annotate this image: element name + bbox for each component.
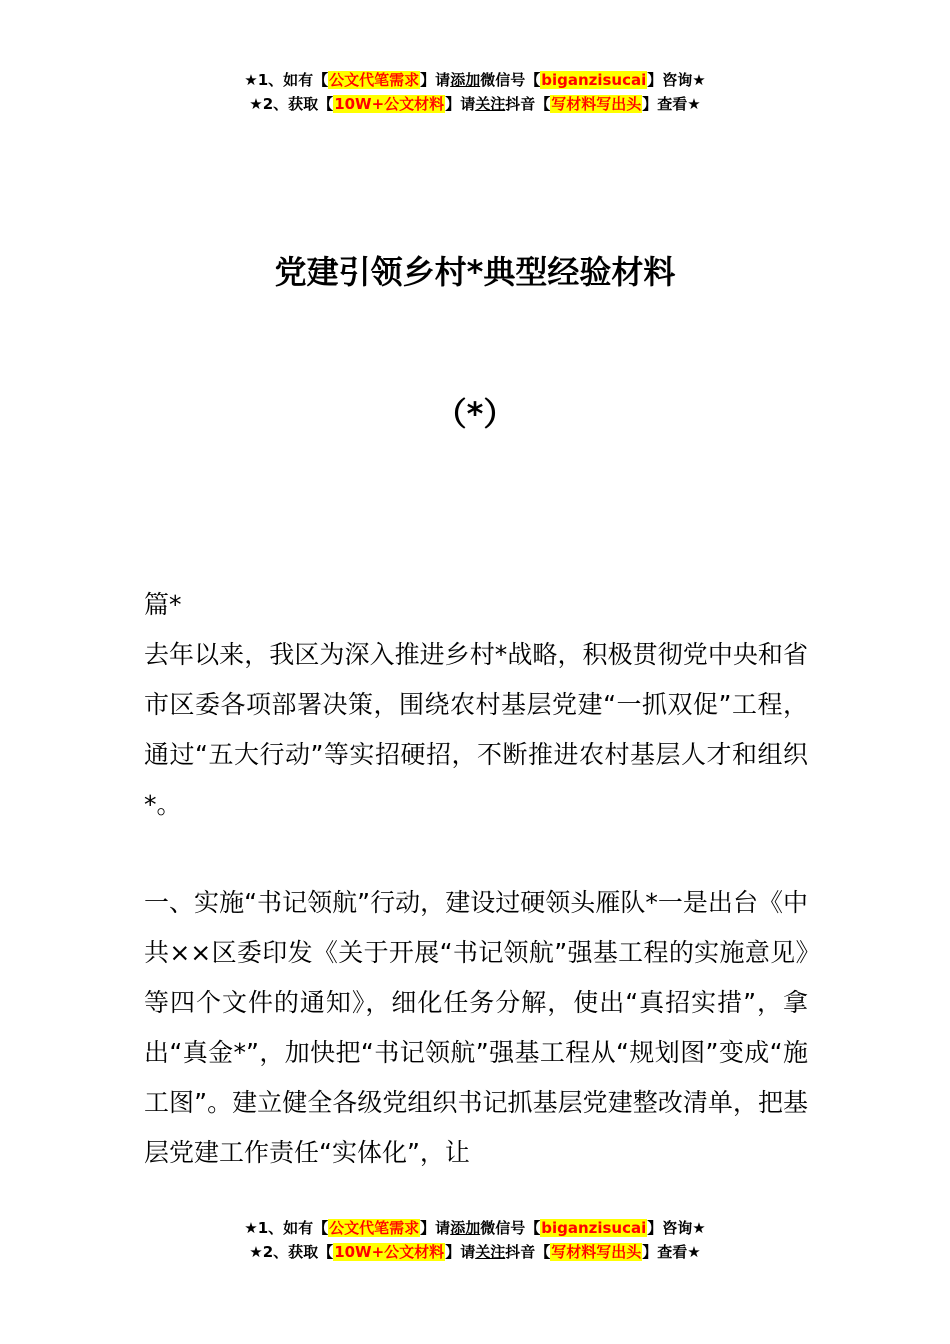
promo-text: ★2、获取【 — [249, 1243, 334, 1261]
promo-text: 】请 — [445, 1243, 476, 1261]
promo-text: ★1、如有【 — [244, 1219, 329, 1237]
promo-banner-top — [0, 68, 950, 116]
document-body — [144, 580, 808, 1178]
promo-banner-bottom — [0, 1216, 950, 1264]
promo-text: 】请 — [420, 71, 451, 89]
promo-text: 微信号【 — [480, 1219, 541, 1237]
promo-highlight: 公文代笔需求 — [329, 71, 420, 89]
document-subtitle: （*） — [434, 395, 516, 433]
promo-highlight: 写材料写出头 — [551, 95, 642, 113]
paragraph: 去年以来，我区为深入推进乡村*战略，积极贯彻党中央和省市区委各项部署决策，围绕农村基层党建“一抓双促”工程，通过“五大行动”等实招硬招，不断推进农村基层人才和组织*。 — [144, 640, 808, 819]
promo-highlight: biganzisucai — [541, 1219, 647, 1237]
promo-text: ★1、如有【 — [244, 71, 329, 89]
promo-text: 】请 — [420, 1219, 451, 1237]
promo-highlight: 10W+公文材料 — [334, 95, 445, 113]
promo-line-2 — [0, 92, 950, 116]
document-title: 党建引领乡村*典型经验材料 — [274, 253, 676, 291]
promo-text: ★2、获取【 — [249, 95, 334, 113]
section-label: 篇* — [144, 590, 182, 619]
paragraph-spacer — [144, 830, 808, 878]
promo-text: 】查看★ — [642, 95, 701, 113]
promo-highlight: biganzisucai — [541, 71, 647, 89]
promo-underline: 添加 — [450, 71, 481, 89]
promo-line-1 — [0, 1216, 950, 1240]
promo-underline: 添加 — [450, 1219, 481, 1237]
promo-text: 】查看★ — [642, 1243, 701, 1261]
promo-highlight: 写材料写出头 — [551, 1243, 642, 1261]
promo-highlight: 10W+公文材料 — [334, 1243, 445, 1261]
promo-underline: 关注 — [475, 95, 506, 113]
promo-highlight: 公文代笔需求 — [329, 1219, 420, 1237]
promo-text: 微信号【 — [480, 71, 541, 89]
promo-line-2 — [0, 1240, 950, 1264]
promo-underline: 关注 — [475, 1243, 506, 1261]
paragraph: 一、实施“书记领航”行动，建设过硬领头雁队*一是出台《中共××区委印发《关于开展“书记领航”强基工程的实施意见》等四个文件的通知》，细化任务分解，使出“真招实措”，拿出“真金*”，加快把“书记领航”强基工程从“规划图”变成“施工图”。建立健全各级党组织书记抓基层党建整改清单，把基层党建工作责任“实体化”，让 — [144, 888, 808, 1167]
promo-text: 】请 — [445, 95, 476, 113]
promo-text: 】咨询★ — [647, 71, 706, 89]
promo-text: 抖音【 — [505, 1243, 551, 1261]
promo-text: 】咨询★ — [647, 1219, 706, 1237]
promo-text: 抖音【 — [505, 95, 551, 113]
promo-line-1 — [0, 68, 950, 92]
